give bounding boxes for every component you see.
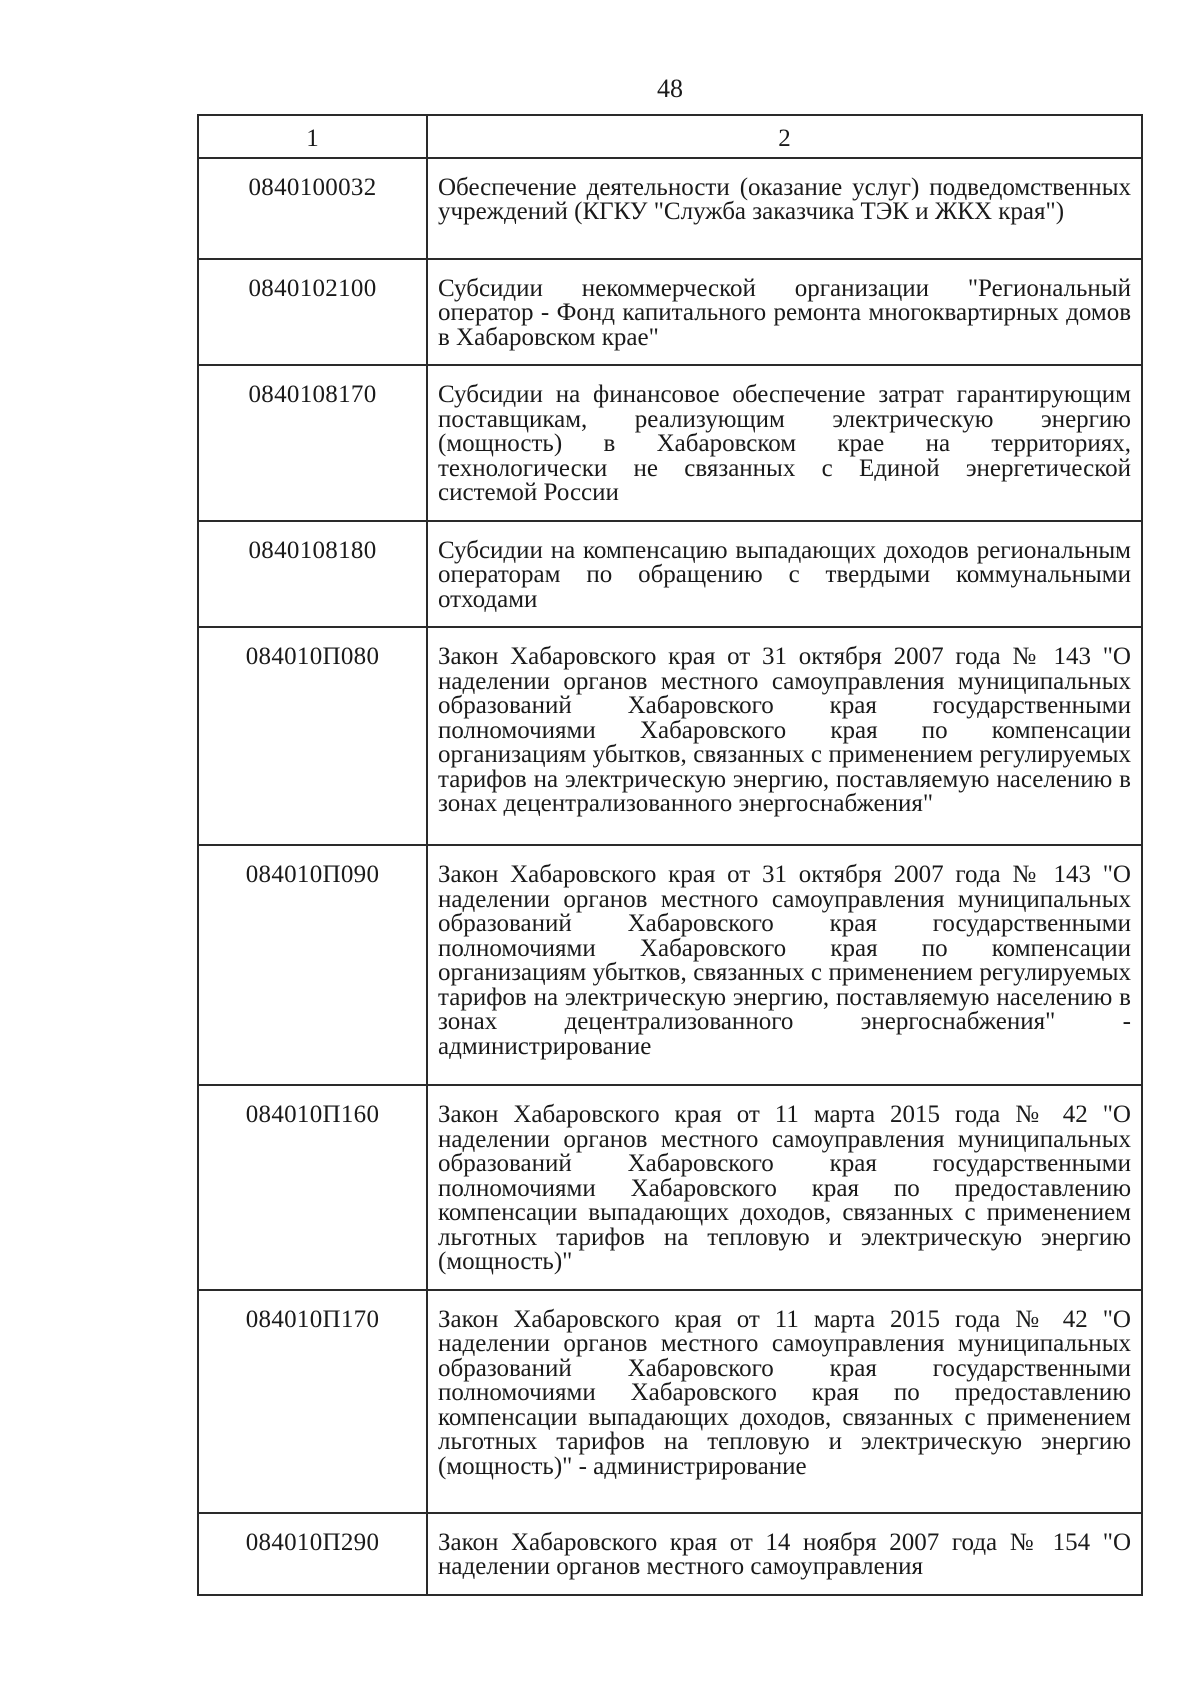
row-code: 0840102100 — [198, 259, 427, 366]
row-description: Закон Хабаровского края от 31 октября 2007 года № 143 "О наделении органов местного самоуправления муниципальных образований Хабаровского края государственными полномочиями Хабаровского края по компенсации организациям убытков, связанных с применением регулируемых тарифов на электрическую энергию, поставляемую населению в зонах децентрализованного энергоснабжения" — [427, 627, 1142, 845]
column-header-2: 2 — [427, 115, 1142, 158]
table-row — [198, 627, 1142, 845]
row-description: Субсидии некоммерческой организации "Региональный оператор - Фонд капитального ремонта многоквартирных домов в Хабаровском крае" — [427, 259, 1142, 366]
table-row — [198, 1513, 1142, 1595]
row-code: 084010П170 — [198, 1290, 427, 1513]
row-code: 084010П290 — [198, 1513, 427, 1595]
row-description: Обеспечение деятельности (оказание услуг) подведомственных учреждений (КГКУ "Служба заказчика ТЭК и ЖКХ края") — [427, 158, 1142, 259]
row-description: Закон Хабаровского края от 11 марта 2015 года № 42 "О наделении органов местного самоуправления муниципальных образований Хабаровского края государственными полномочиями Хабаровского края по предоставлению компенсации выпадающих доходов, связанных с применением льготных тарифов на тепловую и электрическую энергию (мощность)" — [427, 1085, 1142, 1290]
budget-code-table — [197, 114, 1143, 1596]
column-header-1: 1 — [198, 115, 427, 158]
page-number: 48 — [657, 74, 683, 103]
row-code: 0840108180 — [198, 521, 427, 628]
row-code: 084010П160 — [198, 1085, 427, 1290]
table-row — [198, 259, 1142, 366]
table-row — [198, 158, 1142, 259]
row-description: Закон Хабаровского края от 11 марта 2015 года № 42 "О наделении органов местного самоуправления муниципальных образований Хабаровского края государственными полномочиями Хабаровского края по предоставлению компенсации выпадающих доходов, связанных с применением льготных тарифов на тепловую и электрическую энергию (мощность)" - администрирование — [427, 1290, 1142, 1513]
row-code: 084010П080 — [198, 627, 427, 845]
table-row — [198, 365, 1142, 521]
row-description: Субсидии на финансовое обеспечение затрат гарантирующим поставщикам, реализующим электрическую энергию (мощность) в Хабаровском крае на территориях, технологически не связанных с Единой энергетической системой России — [427, 365, 1142, 521]
row-description: Закон Хабаровского края от 31 октября 2007 года № 143 "О наделении органов местного самоуправления муниципальных образований Хабаровского края государственными полномочиями Хабаровского края по компенсации организациям убытков, связанных с применением регулируемых тарифов на электрическую энергию, поставляемую населению в зонах децентрализованного энергоснабжения" - администрирование — [427, 845, 1142, 1085]
row-code: 0840100032 — [198, 158, 427, 259]
row-code: 0840108170 — [198, 365, 427, 521]
table-row — [198, 845, 1142, 1085]
row-description: Закон Хабаровского края от 14 ноября 2007 года № 154 "О наделении органов местного самоуправления — [427, 1513, 1142, 1595]
table-row — [198, 521, 1142, 628]
row-description: Субсидии на компенсацию выпадающих доходов региональным операторам по обращению с твердыми коммунальными отходами — [427, 521, 1142, 628]
table-row — [198, 1085, 1142, 1290]
table-row — [198, 1290, 1142, 1513]
row-code: 084010П090 — [198, 845, 427, 1085]
table-header-row — [198, 115, 1142, 158]
